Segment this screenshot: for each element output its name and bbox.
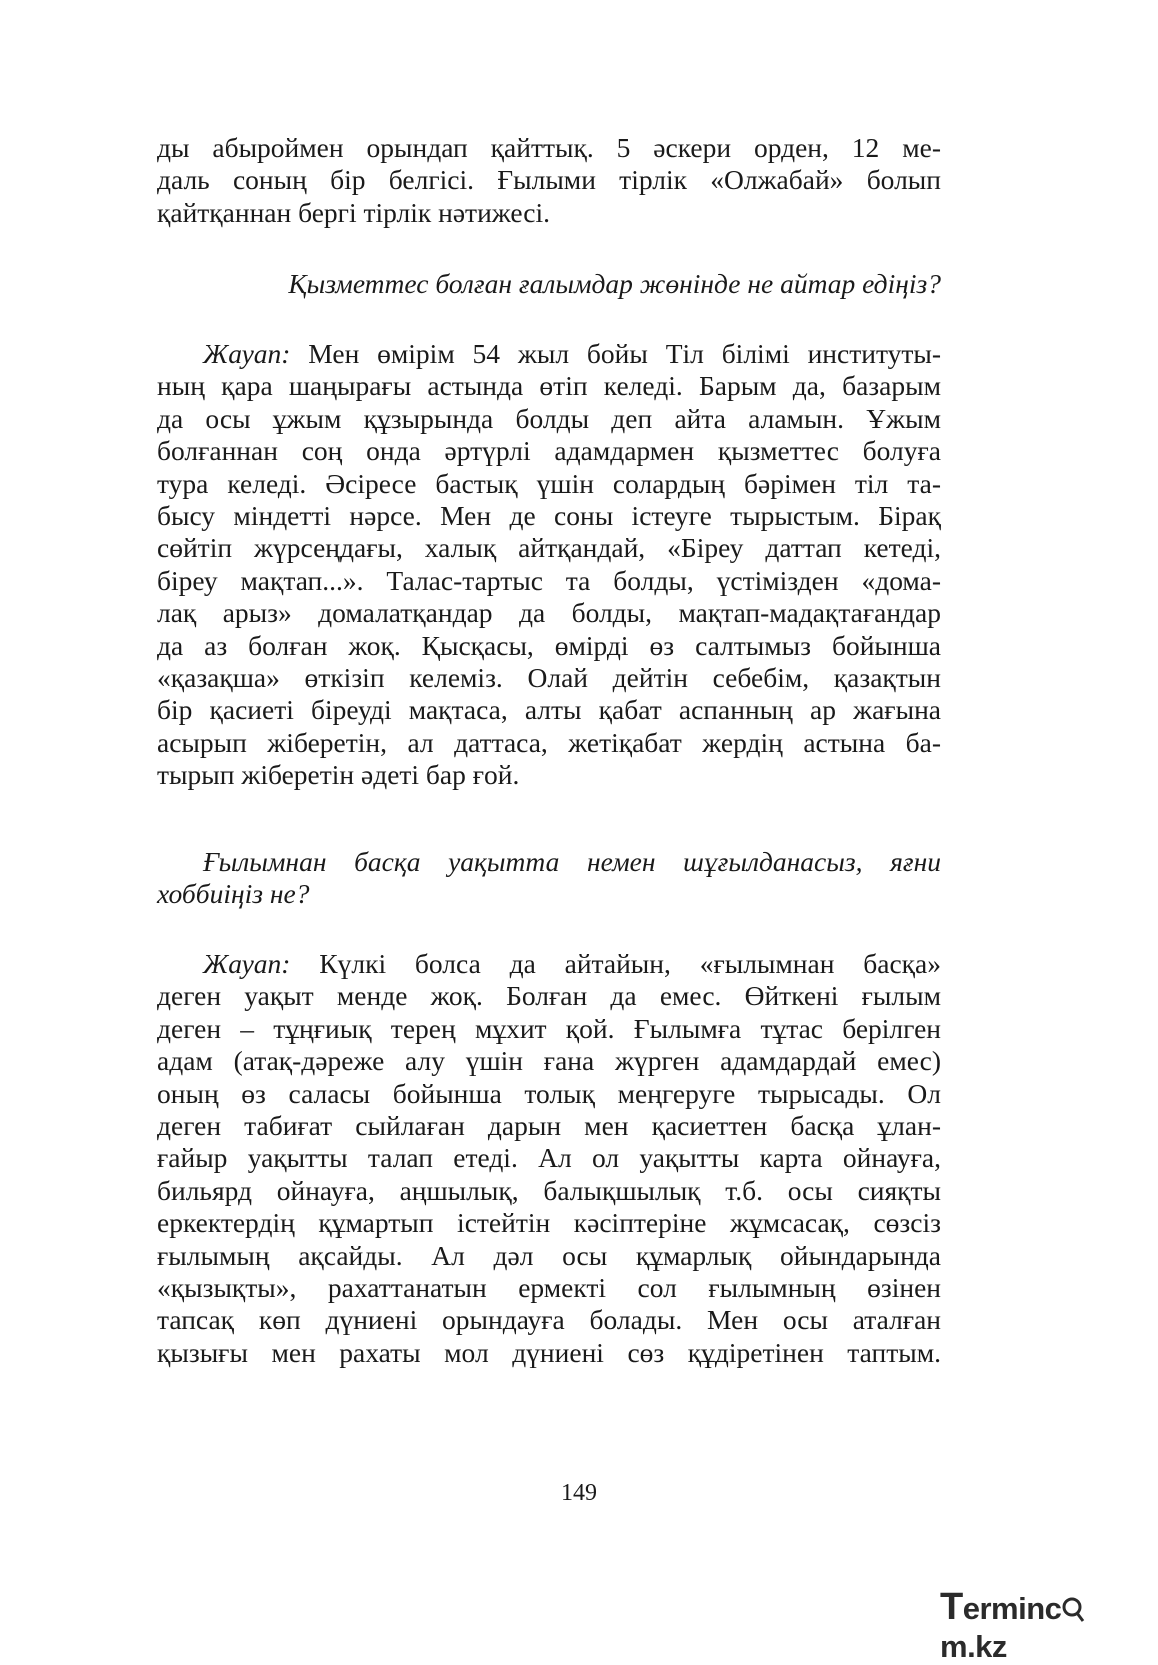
interview-question	[157, 846, 941, 911]
text-line: қайтқаннан бергі тірлік нәтижесі.	[157, 196, 551, 228]
answer-label: Жауап:	[203, 948, 291, 979]
text-line: еркектердің құмартып істейтін кәсіптеріне жұмсасақ, сөзсіз	[157, 1207, 941, 1239]
question-text: Ғылымнан басқа уақытта немен шұғылданасыз, яғни	[203, 846, 941, 877]
text-line: «қазақша» өткізіп келеміз. Олай дейтін себебім, қазақтын	[157, 661, 941, 693]
text-line: тура келеді. Әсіресе бастық үшін солардың бәрімен тіл та-	[157, 467, 941, 499]
text-line	[157, 338, 941, 370]
watermark-domain: m.kz	[940, 1629, 1007, 1664]
text-line: болғаннан соң онда әртүрлі адамдармен қызметтес болуға	[157, 435, 941, 467]
text-line: ның қара шаңырағы астында өтіп келеді. Барым да, базарым	[157, 370, 941, 402]
text-line: біреу мақтап...». Талас-тартыс та болды, үстімізден «дома-	[157, 564, 941, 596]
text-line: деген – тұңғиық терең мұхит қой. Ғылымға тұтас берілген	[157, 1012, 941, 1044]
answer-first-line: Мен өмірім 54 жыл бойы Тіл білімі институты-	[308, 338, 941, 369]
text-line: ғайыр уақытты талап етеді. Ал ол уақытты карта ойнауға,	[157, 1142, 941, 1174]
text-line: лақ арыз» домалатқандар да болды, мақтап-мадақтағандар	[157, 597, 941, 629]
text-line: бысу міндетті нәрсе. Мен де соны істеуге тырыстым. Бірақ	[157, 499, 941, 531]
text-line: адам (атақ-дәреже алу үшін ғана жүрген адамдардай емес)	[157, 1045, 941, 1077]
interview-answer	[157, 338, 941, 791]
text-line: ды абыроймен орындап қайттық. 5 әскери орден, 12 ме-	[157, 132, 941, 163]
interview-question	[157, 268, 941, 300]
text-line: тапсақ көп дүниені орындауға болады. Мен осы аталған	[157, 1304, 941, 1336]
text-line: да осы ұжым құзырында болды деп айта аламын. Ұжым	[157, 402, 941, 434]
answer-label: Жауап:	[203, 338, 291, 369]
text-line: ғылымың ақсайды. Ал дәл осы құмарлық ойындарында	[157, 1239, 941, 1271]
text-line: бір қасиеті біреуді мақтаса, алты қабат аспанның ар жағына	[157, 694, 941, 726]
answer-first-line: Күлкі болса да айтайын, «ғылымнан басқа»	[319, 948, 941, 979]
text-line: деген уақыт менде жоқ. Болған да емес. Өйткені ғылым	[157, 980, 941, 1012]
question-text: Қызметтес болған ғалымдар жөнінде не айтар едіңіз?	[288, 268, 941, 299]
watermark-text: erminc	[962, 1591, 1062, 1626]
question-text: хоббиіңіз не?	[157, 878, 310, 910]
interview-answer	[157, 948, 941, 1369]
watermark-letter-t: T	[940, 1586, 963, 1628]
text-line: деген табиғат сыйлаған дарын мен қасиеттен басқа ұлан-	[157, 1109, 941, 1141]
text-line: «қызықты», рахаттанатын ермекті сол ғылымның өзінен	[157, 1271, 941, 1303]
termincom-watermark-logo[interactable]	[940, 1586, 1140, 1664]
text-line: қызығы мен рахаты мол дүниені сөз құдіретінен таптым.	[157, 1336, 941, 1368]
text-line: тырып жіберетін әдеті бар ғой.	[157, 759, 520, 791]
text-line	[157, 948, 941, 980]
text-line: да аз болған жоқ. Қысқасы, өмірді өз салтымыз бойынша	[157, 629, 941, 661]
text-line: даль соның бір белгісі. Ғылыми тірлік «Олжабай» болып	[157, 164, 941, 196]
paragraph-continuation	[157, 132, 941, 229]
page-number: 149	[561, 1480, 597, 1506]
text-line: бильярд ойнауға, аңшылық, балықшылық т.б. осы сияқты	[157, 1174, 941, 1206]
text-line: оның өз саласы бойынша толық меңгеруге тырысады. Ол	[157, 1077, 941, 1109]
text-line: асырып жіберетін, ал даттаса, жетіқабат жердің астына ба-	[157, 726, 941, 758]
text-line: сөйтіп жүрсеңдағы, халық айтқандай, «Біреу даттап кетеді,	[157, 532, 941, 564]
